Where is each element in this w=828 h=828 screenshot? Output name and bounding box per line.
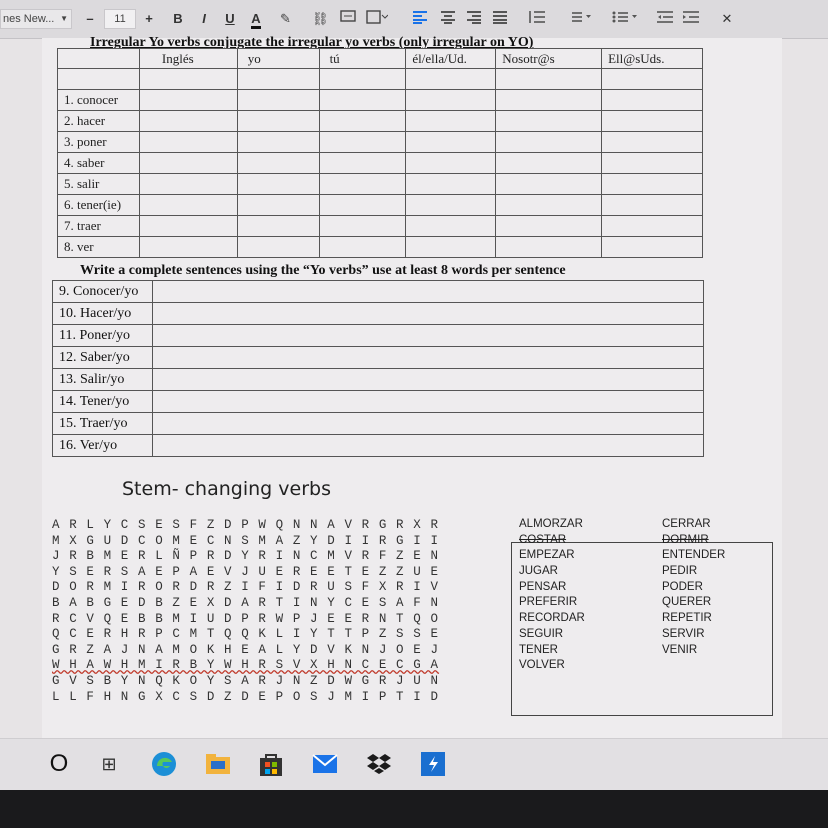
answer-cell[interactable] bbox=[406, 216, 496, 237]
word-search-grid[interactable] bbox=[52, 518, 439, 705]
answer-cell[interactable] bbox=[139, 237, 237, 258]
answer-cell[interactable] bbox=[496, 111, 602, 132]
font-name-dropdown[interactable]: nes New... ▼ bbox=[0, 9, 72, 29]
prompt-cell: 9. Conocer/yo bbox=[53, 281, 153, 303]
table-row bbox=[53, 303, 704, 325]
bold-button[interactable]: B bbox=[173, 11, 183, 26]
store-icon[interactable] bbox=[258, 751, 284, 777]
verb-cell: 7. traer bbox=[58, 216, 140, 237]
prompt-cell: 15. Traer/yo bbox=[53, 413, 153, 435]
verb-cell: 4. saber bbox=[58, 153, 140, 174]
answer-cell[interactable] bbox=[237, 237, 319, 258]
align-left-icon[interactable] bbox=[412, 10, 428, 28]
word-bank-left bbox=[519, 517, 585, 674]
prompt-cell: 16. Ver/yo bbox=[53, 435, 153, 457]
answer-cell[interactable] bbox=[237, 69, 319, 90]
link-icon[interactable]: ⛓ bbox=[312, 11, 329, 26]
word-bank-item: EMPEZAR bbox=[519, 549, 575, 562]
answer-cell[interactable] bbox=[139, 69, 237, 90]
answer-cell[interactable] bbox=[602, 69, 703, 90]
word-bank-item: PODER bbox=[662, 580, 703, 593]
stem-changing-title: Stem- changing verbs bbox=[122, 478, 331, 500]
answer-cell[interactable] bbox=[602, 237, 703, 258]
answer-cell[interactable] bbox=[237, 90, 319, 111]
answer-cell[interactable] bbox=[139, 174, 237, 195]
table-row bbox=[53, 347, 704, 369]
comment-icon[interactable] bbox=[340, 10, 358, 28]
text-color-button[interactable]: A bbox=[248, 10, 264, 28]
mail-icon[interactable] bbox=[312, 751, 338, 777]
table-header-cell: yo bbox=[237, 49, 319, 69]
answer-cell[interactable] bbox=[406, 174, 496, 195]
sentence-cell[interactable] bbox=[152, 369, 703, 391]
grid-row: B A B G E D B Z E X D A R T I N Y C E S A F N bbox=[52, 595, 440, 610]
word-bank-item: REPETIR bbox=[662, 612, 712, 625]
answer-cell[interactable] bbox=[319, 153, 406, 174]
sentence-cell[interactable] bbox=[152, 435, 703, 457]
word-bank-item: QUERER bbox=[662, 596, 712, 609]
word-bank-item: SERVIR bbox=[662, 627, 705, 640]
verb-cell: 8. ver bbox=[58, 237, 140, 258]
table-row bbox=[53, 325, 704, 347]
answer-cell[interactable] bbox=[139, 132, 237, 153]
verb-cell: 3. poner bbox=[58, 132, 140, 153]
answer-cell[interactable] bbox=[139, 216, 237, 237]
prompt-cell: 11. Poner/yo bbox=[53, 325, 153, 347]
answer-cell[interactable] bbox=[237, 153, 319, 174]
align-right-icon[interactable] bbox=[466, 10, 482, 28]
clear-formatting-button[interactable]: ✕ bbox=[721, 11, 733, 26]
answer-cell[interactable] bbox=[406, 153, 496, 174]
taskbar bbox=[0, 738, 828, 790]
word-bank-item: VENIR bbox=[662, 643, 698, 656]
answer-cell[interactable] bbox=[496, 153, 602, 174]
answer-cell[interactable] bbox=[602, 153, 703, 174]
table-row bbox=[53, 413, 704, 435]
word-bank-item: CERRAR bbox=[662, 518, 711, 530]
sentence-cell[interactable] bbox=[152, 413, 703, 435]
answer-cell[interactable] bbox=[406, 90, 496, 111]
table-row bbox=[58, 111, 703, 132]
highlight-icon[interactable]: ✎ bbox=[280, 11, 291, 26]
grid-row: A R L Y C S E S F Z D P W Q N N A V R G R X R bbox=[52, 518, 440, 532]
table-row bbox=[58, 90, 703, 111]
grid-row: M X G U D C O M E C N S M A Z Y D I I R G I I bbox=[52, 533, 440, 548]
answer-cell[interactable] bbox=[602, 216, 703, 237]
table-row bbox=[53, 281, 704, 303]
image-icon[interactable] bbox=[366, 10, 388, 28]
irregular-verbs-table bbox=[57, 48, 703, 258]
grid-row: Y S E R S A E P A E V J U E R E E T E Z Z U E bbox=[52, 564, 440, 579]
verb-cell: 2. hacer bbox=[58, 111, 140, 132]
answer-cell[interactable] bbox=[496, 237, 602, 258]
answer-cell[interactable] bbox=[237, 216, 319, 237]
table-header-cell: Ell@sUds. bbox=[602, 49, 703, 69]
grid-row: G R Z A J N A M O K H E A L Y D V K N J O E J bbox=[52, 642, 440, 657]
dropbox-icon[interactable] bbox=[366, 751, 392, 777]
answer-cell[interactable] bbox=[237, 195, 319, 216]
prompt-cell: 12. Saber/yo bbox=[53, 347, 153, 369]
grid-row: Q C E R H R P C M T Q Q K L I Y T T P Z S S E bbox=[52, 627, 440, 642]
table-header-cell: tú bbox=[319, 49, 406, 69]
verb-cell: 1. conocer bbox=[58, 90, 140, 111]
sentence-cell[interactable] bbox=[152, 391, 703, 413]
verb-cell: 5. salir bbox=[58, 174, 140, 195]
word-bank-item: PEDIR bbox=[662, 565, 698, 578]
prompt-cell: 10. Hacer/yo bbox=[53, 303, 153, 325]
table-row bbox=[58, 153, 703, 174]
sentence-cell[interactable] bbox=[152, 303, 703, 325]
answer-cell[interactable] bbox=[496, 174, 602, 195]
table-header-row bbox=[58, 49, 703, 69]
spacer-cell bbox=[58, 69, 140, 90]
answer-cell[interactable] bbox=[496, 216, 602, 237]
prompt-cell: 13. Salir/yo bbox=[53, 369, 153, 391]
word-bank-item: PREFERIR bbox=[519, 596, 578, 609]
word-bank-item: COSTAR bbox=[519, 533, 567, 546]
answer-cell[interactable] bbox=[319, 174, 406, 195]
task-view-icon[interactable]: ⊞ bbox=[101, 753, 117, 775]
align-center-icon[interactable] bbox=[440, 10, 456, 28]
table-row bbox=[53, 369, 704, 391]
increase-indent-icon[interactable] bbox=[682, 10, 700, 28]
answer-cell[interactable] bbox=[602, 111, 703, 132]
format-toolbar bbox=[0, 0, 828, 39]
answer-cell[interactable] bbox=[602, 90, 703, 111]
table-row bbox=[53, 391, 704, 413]
answer-cell[interactable] bbox=[139, 153, 237, 174]
table-row bbox=[58, 174, 703, 195]
search-icon[interactable]: O bbox=[49, 750, 69, 777]
word-bank-item: JUGAR bbox=[519, 565, 558, 578]
prompt-cell: 14. Tener/yo bbox=[53, 391, 153, 413]
verb-cell: 6. tener(ie) bbox=[58, 195, 140, 216]
answer-cell[interactable] bbox=[496, 90, 602, 111]
answer-cell[interactable] bbox=[602, 195, 703, 216]
word-bank-item: ENTENDER bbox=[662, 549, 726, 562]
answer-cell[interactable] bbox=[406, 69, 496, 90]
chevron-down-icon: ▼ bbox=[60, 14, 68, 23]
justify-icon[interactable] bbox=[492, 10, 508, 28]
word-bank-item: ALMORZAR bbox=[519, 518, 583, 530]
sentence-cell[interactable] bbox=[152, 347, 703, 369]
table-row bbox=[58, 195, 703, 216]
word-bank-item: DORMIR bbox=[662, 533, 709, 546]
italic-button[interactable]: I bbox=[202, 11, 206, 26]
line-spacing-icon[interactable] bbox=[528, 10, 546, 28]
answer-cell[interactable] bbox=[406, 132, 496, 153]
answer-cell[interactable] bbox=[602, 174, 703, 195]
answer-cell[interactable] bbox=[319, 195, 406, 216]
sentence-cell[interactable] bbox=[152, 325, 703, 347]
word-bank-item: RECORDAR bbox=[519, 612, 585, 625]
app-icon[interactable] bbox=[420, 751, 446, 777]
table-row bbox=[53, 435, 704, 457]
grid-row: J R B M E R L Ñ P R D Y R I N C M V R F Z E N bbox=[52, 549, 440, 564]
edge-browser-icon[interactable] bbox=[151, 751, 177, 777]
sentences-title: Write a complete sentences using the “Yo verbs” use at least 8 words per sentence bbox=[80, 263, 566, 278]
answer-cell[interactable] bbox=[319, 69, 406, 90]
answer-cell[interactable] bbox=[139, 90, 237, 111]
table-header-cell bbox=[58, 49, 140, 69]
file-explorer-icon[interactable] bbox=[205, 751, 231, 777]
grid-row: L L F H N G X C S D Z D E P O S J M I P T I D bbox=[52, 689, 440, 704]
answer-cell[interactable] bbox=[319, 90, 406, 111]
decrease-font-button[interactable]: – bbox=[86, 11, 94, 26]
word-bank-item: SEGUIR bbox=[519, 627, 564, 640]
underline-button[interactable]: U bbox=[225, 11, 235, 26]
grid-row: D O R M I R O R D R Z I F I D R U S F X R I V bbox=[52, 580, 440, 595]
word-bank-item: VOLVER bbox=[519, 659, 565, 672]
font-size-input[interactable]: 11 bbox=[104, 9, 136, 29]
answer-cell[interactable] bbox=[406, 195, 496, 216]
word-bank-item: TENER bbox=[519, 643, 558, 656]
answer-cell[interactable] bbox=[237, 111, 319, 132]
table-row bbox=[58, 132, 703, 153]
answer-cell[interactable] bbox=[237, 132, 319, 153]
answer-cell[interactable] bbox=[237, 174, 319, 195]
increase-font-button[interactable]: + bbox=[145, 11, 153, 26]
irregular-verbs-title: Irregular Yo verbs conjugate the irregular yo verbs (only irregular on YO) bbox=[90, 35, 534, 50]
table-row bbox=[58, 216, 703, 237]
table-row bbox=[58, 237, 703, 258]
grid-row: R C V Q E B B M I U D P R W P J E E R N T Q O bbox=[52, 611, 440, 626]
table-header-cell: Inglés bbox=[139, 49, 237, 69]
answer-cell[interactable] bbox=[406, 237, 496, 258]
answer-cell[interactable] bbox=[139, 195, 237, 216]
table-header-cell: él/ella/Ud. bbox=[406, 49, 496, 69]
sentence-cell[interactable] bbox=[152, 281, 703, 303]
answer-cell[interactable] bbox=[496, 69, 602, 90]
bulleted-list-icon[interactable] bbox=[612, 10, 638, 28]
word-bank-item: PENSAR bbox=[519, 580, 567, 593]
word-bank-right bbox=[662, 517, 725, 658]
table-header-cell: Nosotr@s bbox=[496, 49, 602, 69]
answer-cell[interactable] bbox=[602, 132, 703, 153]
answer-cell[interactable] bbox=[319, 132, 406, 153]
answer-cell[interactable] bbox=[139, 111, 237, 132]
grid-row-spellcheck-marked: W H A W H M I R B Y W H R S V X H N C E C G A bbox=[52, 658, 440, 673]
answer-cell[interactable] bbox=[496, 195, 602, 216]
numbered-list-icon[interactable] bbox=[566, 10, 592, 28]
answer-cell[interactable] bbox=[319, 216, 406, 237]
grid-row: G V S B Y N Q K O Y S A R J N Z D W G R J U N bbox=[52, 673, 440, 688]
sentences-table bbox=[52, 280, 704, 457]
decrease-indent-icon[interactable] bbox=[656, 10, 674, 28]
answer-cell[interactable] bbox=[406, 111, 496, 132]
answer-cell[interactable] bbox=[319, 111, 406, 132]
answer-cell[interactable] bbox=[319, 237, 406, 258]
answer-cell[interactable] bbox=[496, 132, 602, 153]
